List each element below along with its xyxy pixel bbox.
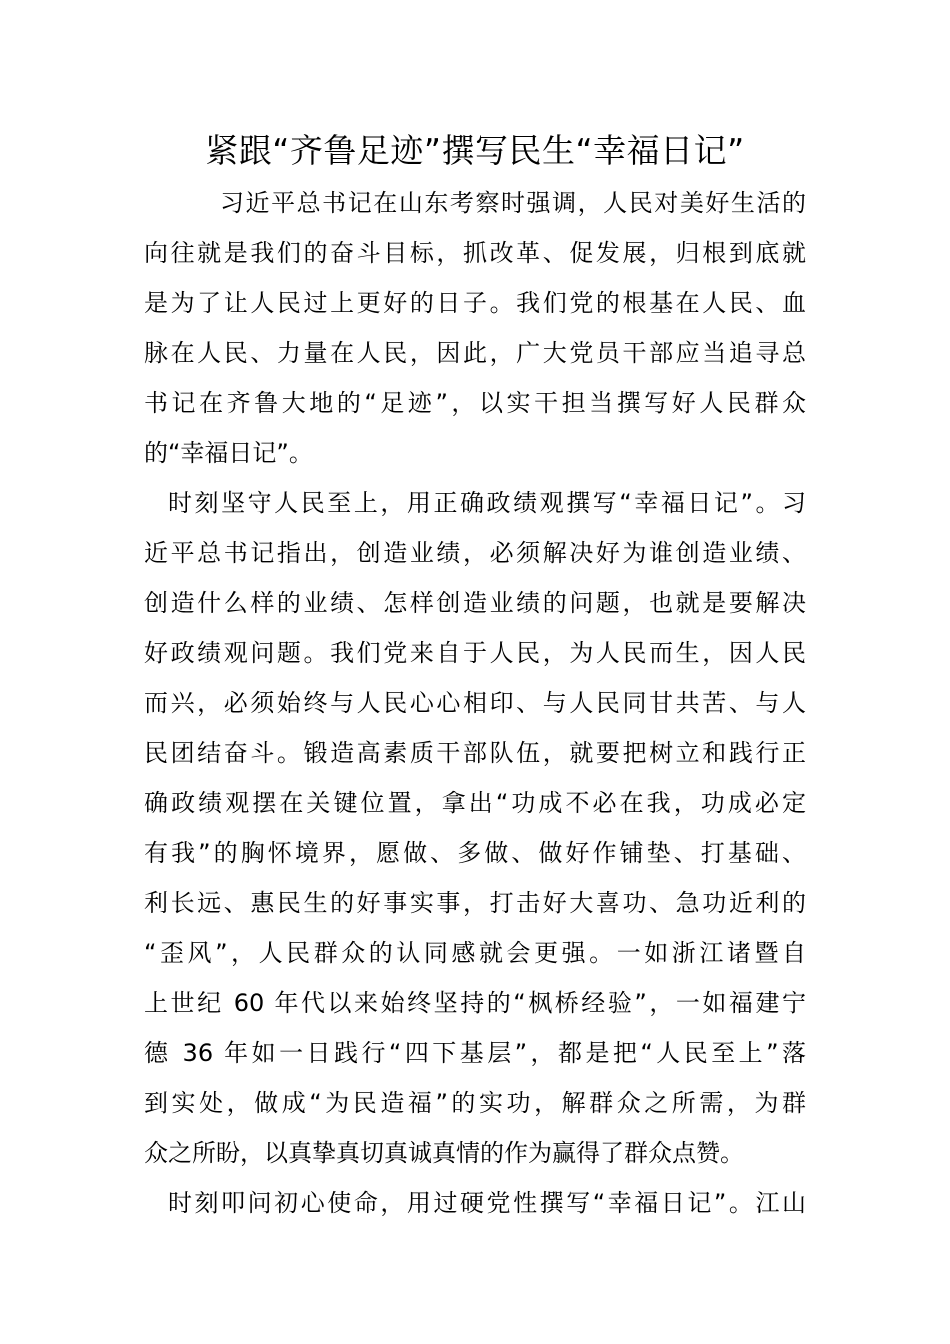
paragraph-2-line-11: 上世纪 60 年代以来始终坚持的“枫桥经验”，一如福建宁 (144, 989, 806, 1017)
paragraph-2-line-14: 众之所盼，以真挚真切真诚真情的作为赢得了群众点赞。 (144, 1139, 744, 1167)
paragraph-2-line-2: 近平总书记指出，创造业绩，必须解决好为谁创造业绩、 (144, 539, 806, 567)
paragraph-1-line-1: 习近平总书记在山东考察时强调，人民对美好生活的 (220, 189, 806, 217)
paragraph-1-line-5: 书记在齐鲁大地的“足迹”，以实干担当撰写好人民群众 (144, 389, 806, 417)
document-title: 紧跟“齐鲁足迹”撰写民生“幸福日记” (205, 131, 745, 170)
paragraph-3-line-1: 时刻叩问初心使命，用过硬党性撰写“幸福日记”。江山 (168, 1189, 806, 1217)
paragraph-1-line-4: 脉在人民、力量在人民，因此，广大党员干部应当追寻总 (144, 339, 806, 367)
paragraph-1-line-3: 是为了让人民过上更好的日子。我们党的根基在人民、血 (144, 289, 806, 317)
paragraph-1-line-2: 向往就是我们的奋斗目标，抓改革、促发展，归根到底就 (144, 239, 806, 267)
paragraph-2-line-4: 好政绩观问题。我们党来自于人民，为人民而生，因人民 (144, 639, 806, 667)
paragraph-2-line-3: 创造什么样的业绩、怎样创造业绩的问题，也就是要解决 (144, 589, 806, 617)
paragraph-2-line-8: 有我”的胸怀境界，愿做、多做、做好作铺垫、打基础、 (144, 839, 806, 867)
paragraph-2-line-12: 德 36 年如一日践行“四下基层”，都是把“人民至上”落 (144, 1039, 806, 1067)
document-body (144, 178, 806, 1228)
paragraph-1-line-6: 的“幸福日记”。 (144, 439, 313, 467)
paragraph-2-line-9: 利长远、惠民生的好事实事，打击好大喜功、急功近利的 (144, 889, 806, 917)
paragraph-2-line-7: 确政绩观摆在关键位置，拿出“功成不必在我，功成必定 (144, 789, 806, 817)
paragraph-2-line-13: 到实处，做成“为民造福”的实功，解群众之所需，为群 (144, 1089, 806, 1117)
paragraph-2-line-5: 而兴，必须始终与人民心心相印、与人民同甘共苦、与人 (144, 689, 806, 717)
paragraph-2-line-6: 民团结奋斗。锻造高素质干部队伍，就要把树立和践行正 (144, 739, 806, 767)
paragraph-2-line-1: 时刻坚守人民至上，用正确政绩观撰写“幸福日记”。习 (168, 489, 806, 517)
paragraph-2-line-10: “歪风”，人民群众的认同感就会更强。一如浙江诸暨自 (144, 939, 806, 967)
